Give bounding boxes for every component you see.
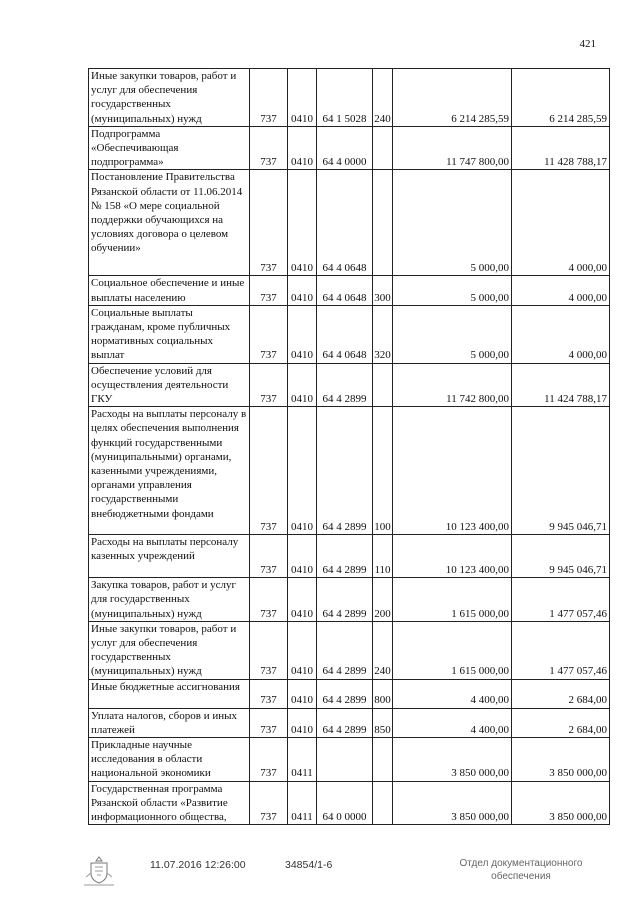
expense-type-code bbox=[373, 126, 393, 170]
planned-amount: 1 615 000,00 bbox=[393, 621, 512, 679]
executed-amount: 9 945 046,71 bbox=[512, 407, 610, 535]
expense-type-code: 800 bbox=[373, 679, 393, 708]
expense-type-code: 240 bbox=[373, 621, 393, 679]
expense-type-code bbox=[373, 170, 393, 276]
expense-type-code: 200 bbox=[373, 578, 393, 622]
planned-amount: 5 000,00 bbox=[393, 170, 512, 276]
ved-code: 737 bbox=[250, 305, 288, 363]
table-row bbox=[89, 126, 610, 170]
expense-type-code bbox=[373, 738, 393, 782]
executed-amount: 2 684,00 bbox=[512, 679, 610, 708]
ved-code: 737 bbox=[250, 738, 288, 782]
item-name: Подпрограмма «Обеспечивающая подпрограмма» bbox=[89, 126, 250, 170]
target-article-code: 64 0 0000 bbox=[317, 781, 373, 825]
item-name: Постановление Правительства Рязанской области от 11.06.2014 № 158 «О мере социальной поддержки обучающихся на условиях договора о целевом обучении» bbox=[89, 170, 250, 276]
planned-amount: 3 850 000,00 bbox=[393, 781, 512, 825]
executed-amount: 11 424 788,17 bbox=[512, 363, 610, 407]
planned-amount: 4 400,00 bbox=[393, 679, 512, 708]
expense-type-code: 240 bbox=[373, 69, 393, 127]
target-article-code: 64 4 2899 bbox=[317, 578, 373, 622]
executed-amount: 6 214 285,59 bbox=[512, 69, 610, 127]
executed-amount: 3 850 000,00 bbox=[512, 738, 610, 782]
executed-amount: 11 428 788,17 bbox=[512, 126, 610, 170]
target-article-code bbox=[317, 738, 373, 782]
section-code: 0410 bbox=[288, 69, 317, 127]
expense-type-code: 110 bbox=[373, 535, 393, 578]
ved-code: 737 bbox=[250, 276, 288, 305]
section-code: 0410 bbox=[288, 126, 317, 170]
table-row bbox=[89, 738, 610, 782]
executed-amount: 3 850 000,00 bbox=[512, 781, 610, 825]
table-row bbox=[89, 621, 610, 679]
expense-type-code: 300 bbox=[373, 276, 393, 305]
table-row bbox=[89, 535, 610, 578]
expense-type-code: 850 bbox=[373, 708, 393, 737]
planned-amount: 10 123 400,00 bbox=[393, 535, 512, 578]
ved-code: 737 bbox=[250, 708, 288, 737]
ved-code: 737 bbox=[250, 535, 288, 578]
item-name: Закупка товаров, работ и услуг для государственных (муниципальных) нужд bbox=[89, 578, 250, 622]
planned-amount: 10 123 400,00 bbox=[393, 407, 512, 535]
table-row bbox=[89, 578, 610, 622]
item-name: Социальные выплаты гражданам, кроме публичных нормативных социальных выплат bbox=[89, 305, 250, 363]
ved-code: 737 bbox=[250, 578, 288, 622]
planned-amount: 5 000,00 bbox=[393, 305, 512, 363]
table-row bbox=[89, 708, 610, 737]
item-name: Уплата налогов, сборов и иных платежей bbox=[89, 708, 250, 737]
page-number: 421 bbox=[579, 38, 596, 50]
target-article-code: 64 4 0648 bbox=[317, 276, 373, 305]
target-article-code: 64 4 2899 bbox=[317, 621, 373, 679]
target-article-code: 64 4 0648 bbox=[317, 305, 373, 363]
table-row bbox=[89, 363, 610, 407]
ved-code: 737 bbox=[250, 69, 288, 127]
table-row bbox=[89, 407, 610, 535]
item-name: Государственная программа Рязанской области «Развитие информационного общества, bbox=[89, 781, 250, 825]
planned-amount: 6 214 285,59 bbox=[393, 69, 512, 127]
target-article-code: 64 4 2899 bbox=[317, 679, 373, 708]
ved-code: 737 bbox=[250, 621, 288, 679]
ved-code: 737 bbox=[250, 170, 288, 276]
item-name: Обеспечение условий для осуществления деятельности ГКУ bbox=[89, 363, 250, 407]
stamp-datetime: 11.07.2016 12:26:00 bbox=[150, 859, 246, 871]
target-article-code: 64 1 5028 bbox=[317, 69, 373, 127]
item-name: Расходы на выплаты персоналу казенных учреждений bbox=[89, 535, 250, 578]
target-article-code: 64 4 2899 bbox=[317, 363, 373, 407]
section-code: 0410 bbox=[288, 535, 317, 578]
item-name: Иные закупки товаров, работ и услуг для обеспечения государственных (муниципальных) нужд bbox=[89, 69, 250, 127]
expense-type-code bbox=[373, 781, 393, 825]
page-footer bbox=[0, 857, 640, 897]
section-code: 0410 bbox=[288, 363, 317, 407]
table-row bbox=[89, 69, 610, 127]
ved-code: 737 bbox=[250, 781, 288, 825]
expense-type-code: 100 bbox=[373, 407, 393, 535]
section-code: 0410 bbox=[288, 708, 317, 737]
item-name: Прикладные научные исследования в области национальной экономики bbox=[89, 738, 250, 782]
executed-amount: 1 477 057,46 bbox=[512, 621, 610, 679]
item-name: Иные бюджетные ассигнования bbox=[89, 679, 250, 708]
section-code: 0410 bbox=[288, 578, 317, 622]
section-code: 0410 bbox=[288, 679, 317, 708]
planned-amount: 11 742 800,00 bbox=[393, 363, 512, 407]
section-code: 0411 bbox=[288, 738, 317, 782]
expense-type-code: 320 bbox=[373, 305, 393, 363]
table-row bbox=[89, 305, 610, 363]
ved-code: 737 bbox=[250, 363, 288, 407]
section-code: 0411 bbox=[288, 781, 317, 825]
target-article-code: 64 4 0648 bbox=[317, 170, 373, 276]
table-row bbox=[89, 170, 610, 276]
target-article-code: 64 4 2899 bbox=[317, 407, 373, 535]
section-code: 0410 bbox=[288, 170, 317, 276]
target-article-code: 64 4 2899 bbox=[317, 708, 373, 737]
executed-amount: 4 000,00 bbox=[512, 305, 610, 363]
document-number: 34854/1-6 bbox=[285, 859, 333, 871]
planned-amount: 1 615 000,00 bbox=[393, 578, 512, 622]
executed-amount: 4 000,00 bbox=[512, 276, 610, 305]
item-name: Расходы на выплаты персоналу в целях обеспечения выполнения функций государственными (муниципальными) органами, казенными учреждениями, органами управления государственными внебюджетными фондами bbox=[89, 407, 250, 535]
regional-coat-of-arms-icon bbox=[82, 855, 116, 887]
section-code: 0410 bbox=[288, 407, 317, 535]
executed-amount: 4 000,00 bbox=[512, 170, 610, 276]
executed-amount: 2 684,00 bbox=[512, 708, 610, 737]
item-name: Иные закупки товаров, работ и услуг для обеспечения государственных (муниципальных) нужд bbox=[89, 621, 250, 679]
planned-amount: 5 000,00 bbox=[393, 276, 512, 305]
budget-table bbox=[88, 68, 610, 825]
item-name: Социальное обеспечение и иные выплаты населению bbox=[89, 276, 250, 305]
planned-amount: 11 747 800,00 bbox=[393, 126, 512, 170]
ved-code: 737 bbox=[250, 679, 288, 708]
table-body bbox=[89, 69, 610, 825]
section-code: 0410 bbox=[288, 305, 317, 363]
section-code: 0410 bbox=[288, 621, 317, 679]
department-stamp: Отдел документационного обеспечения bbox=[459, 858, 583, 882]
table-row bbox=[89, 276, 610, 305]
target-article-code: 64 4 0000 bbox=[317, 126, 373, 170]
planned-amount: 4 400,00 bbox=[393, 708, 512, 737]
executed-amount: 9 945 046,71 bbox=[512, 535, 610, 578]
expense-type-code bbox=[373, 363, 393, 407]
ved-code: 737 bbox=[250, 126, 288, 170]
target-article-code: 64 4 2899 bbox=[317, 535, 373, 578]
section-code: 0410 bbox=[288, 276, 317, 305]
ved-code: 737 bbox=[250, 407, 288, 535]
planned-amount: 3 850 000,00 bbox=[393, 738, 512, 782]
table-row bbox=[89, 679, 610, 708]
executed-amount: 1 477 057,46 bbox=[512, 578, 610, 622]
table-row bbox=[89, 781, 610, 825]
